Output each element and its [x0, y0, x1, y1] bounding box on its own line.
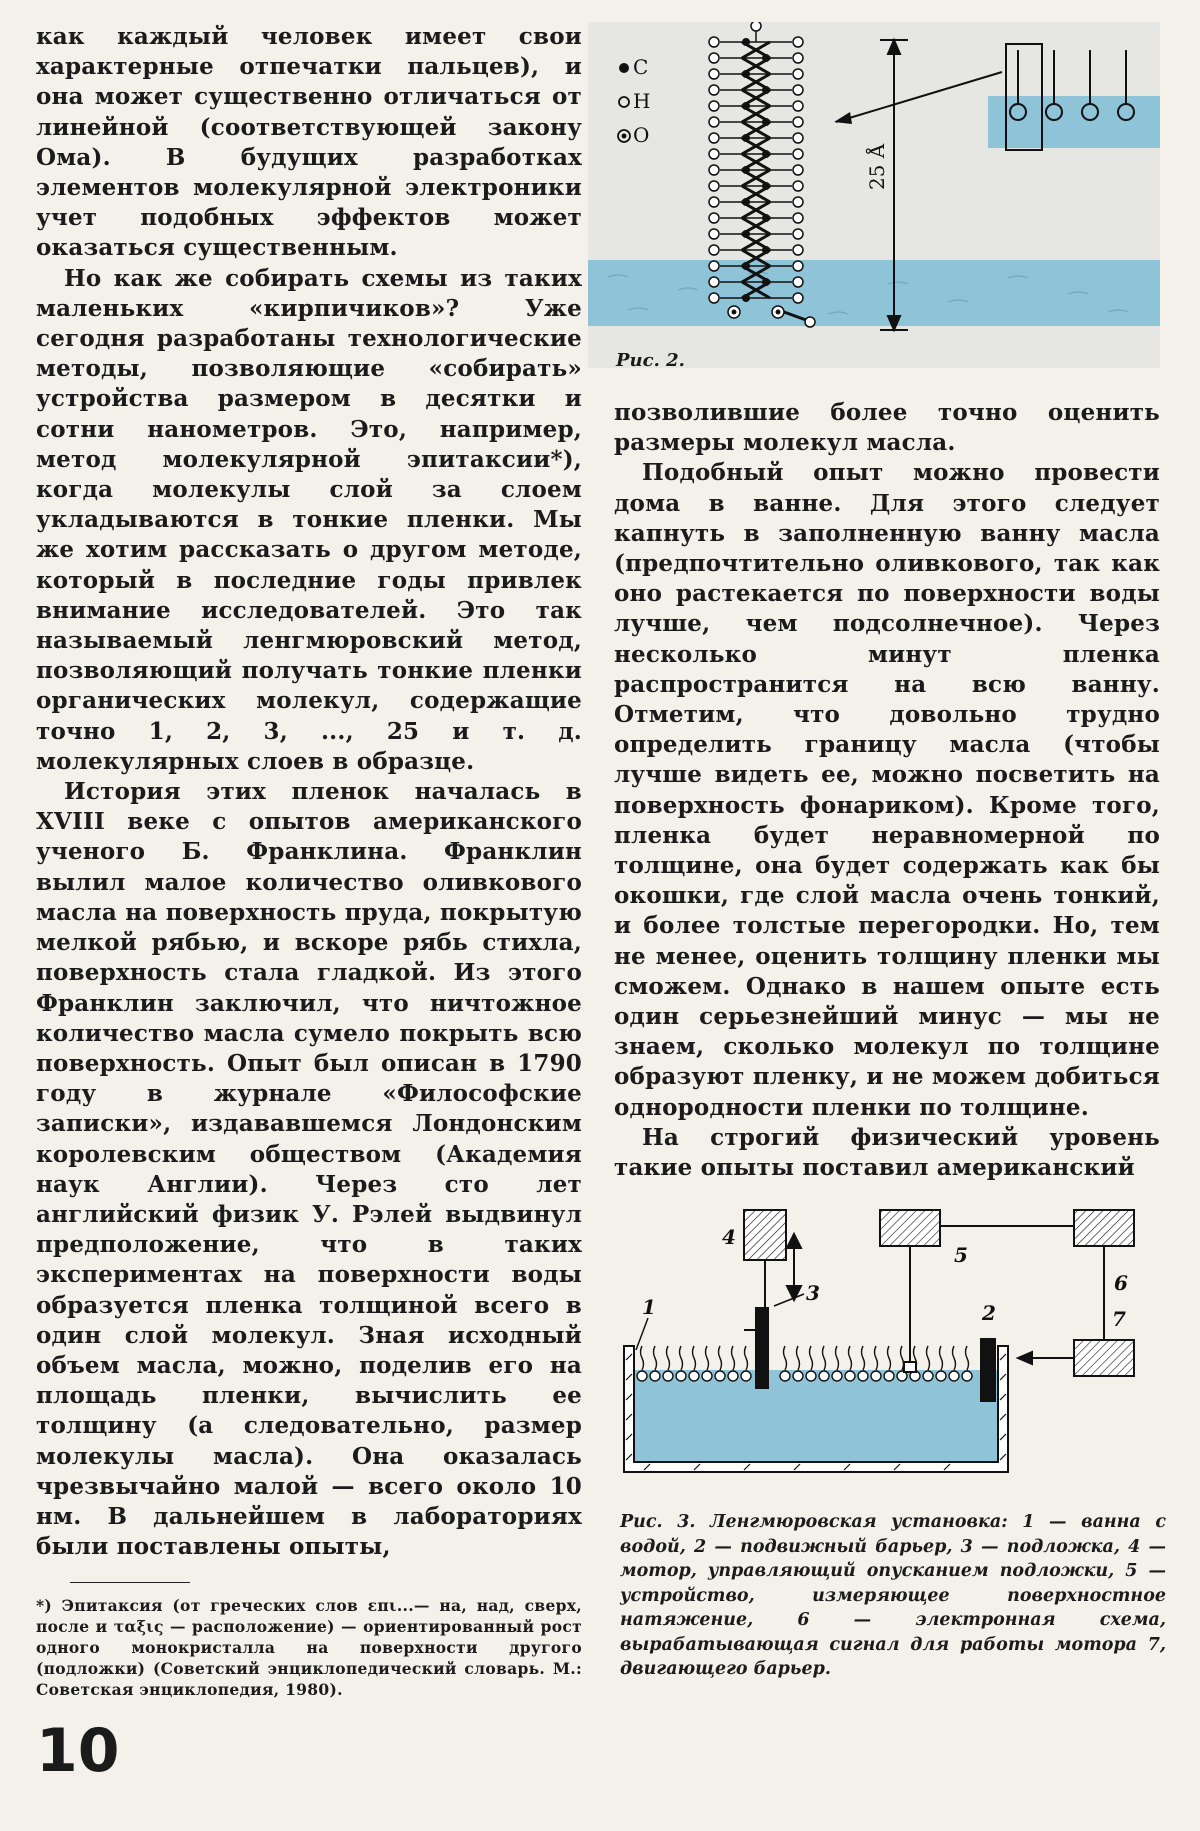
- circuit-box-6: [1074, 1210, 1134, 1246]
- carbon-atom: [742, 102, 750, 110]
- hydrogen-atom: [805, 317, 815, 327]
- carbon-atom: [762, 86, 770, 94]
- carbon-atom: [742, 134, 750, 142]
- hydrogen-atom: [793, 85, 803, 95]
- hydrogen-atom: [709, 117, 719, 127]
- hydrogen-atom: [709, 133, 719, 143]
- molecule-head: [871, 1371, 881, 1381]
- label-7: 7: [1112, 1307, 1126, 1331]
- oxygen-ring-core-icon: [622, 134, 627, 139]
- molecule-head: [936, 1371, 946, 1381]
- carbon-atom: [762, 278, 770, 286]
- hydrogen-atom: [793, 213, 803, 223]
- molecule-head: [715, 1371, 725, 1381]
- motor-box-7: [1074, 1340, 1134, 1376]
- footnote-rule: [70, 1582, 190, 1583]
- hydrogen-atom: [709, 181, 719, 191]
- hydrogen-atom: [793, 133, 803, 143]
- molecule-head: [923, 1371, 933, 1381]
- paragraph-6: На строгий физический уровень такие опыты поставил американский: [614, 1123, 1160, 1182]
- carbon-atom: [762, 150, 770, 158]
- carbon-dot-icon: [619, 63, 629, 73]
- page-number: 10: [36, 1716, 120, 1786]
- hydrogen-atom: [793, 277, 803, 287]
- hydrogen-atom: [709, 37, 719, 47]
- hydrogen-atom: [709, 277, 719, 287]
- oxygen-atom-core: [732, 310, 737, 315]
- hydrogen-atom: [709, 245, 719, 255]
- figure-3-diagram: [614, 1190, 1176, 1490]
- carbon-atom: [742, 166, 750, 174]
- hydrogen-atom: [793, 197, 803, 207]
- carbon-atom: [742, 230, 750, 238]
- carbon-atom: [742, 262, 750, 270]
- water-layer-fig2: [588, 260, 1160, 326]
- molecule-head: [819, 1371, 829, 1381]
- moving-barrier: [980, 1338, 996, 1402]
- molecule-head: [806, 1371, 816, 1381]
- right-column: [614, 398, 1160, 1183]
- molecule-head: [702, 1371, 712, 1381]
- molecule-head: [845, 1371, 855, 1381]
- dimension-label: 25 Å: [865, 143, 889, 190]
- label-5: 5: [954, 1243, 968, 1267]
- hydrogen-atom: [793, 37, 803, 47]
- hydrogen-atom: [709, 197, 719, 207]
- molecule-head: [949, 1371, 959, 1381]
- hydrogen-atom: [709, 165, 719, 175]
- molecule-head: [728, 1371, 738, 1381]
- carbon-atom: [762, 214, 770, 222]
- legend-o: O: [633, 123, 650, 147]
- label-6: 6: [1114, 1271, 1128, 1295]
- carbon-atom: [762, 118, 770, 126]
- hydrogen-atom: [793, 293, 803, 303]
- hydrogen-atom: [709, 293, 719, 303]
- hydrogen-atom: [709, 149, 719, 159]
- hydrogen-atom: [709, 85, 719, 95]
- carbon-atom: [762, 182, 770, 190]
- left-column: [36, 22, 582, 1700]
- figure-3: [614, 1190, 1176, 1490]
- motor-box-4: [744, 1210, 786, 1260]
- footnote: *) Эпитаксия (от греческих слов επι...— на, над, сверх, после и ταξις — расположение) — ориентированный рост одного монокристалла на поверхности другого (подложки) (Советский энциклопедический словарь. М.: Советская энциклопедия, 1980).: [36, 1596, 582, 1700]
- molecule-head: [832, 1371, 842, 1381]
- molecule-head: [689, 1371, 699, 1381]
- figure-2: [588, 22, 1160, 368]
- molecule-head: [858, 1371, 868, 1381]
- hydrogen-atom: [793, 69, 803, 79]
- paragraph-4: позволившие более точно оценить размеры молекул масла.: [614, 399, 1160, 457]
- paragraph-3: История этих пленок началась в XVIII веке с опытов американского ученого Б. Франклина. Франклин вылил малое количество оливкового масла на поверхность пруда, покрытую мелкой рябью, и вскоре рябь стихла, поверхность стала гладкой. Из этого Франклин заключил, что ничтожное количество масла сумело покрыть всю поверхность. Опыт был описан в 1790 году в журнале «Философские записки», издававшемся Лондонским королевским обществом (Академия наук Англии). Через сто лет английский физик У. Рэлей выдвинул предположение, что в таких экспериментах на поверхности воды образуется пленка толщиной всего в один слой молекул. Зная исходный объем масла, можно, поделив его на площадь пленки, вычислить ее толщину (а следовательно, размер молекулы масла). Она оказалась чрезвычайно малой — всего около 10 нм. В дальнейшем в лабораториях были поставлены опыты,: [36, 778, 582, 1561]
- figure-2-caption: Рис. 2.: [616, 350, 685, 371]
- hydrogen-atom: [709, 53, 719, 63]
- hydrogen-atom: [793, 165, 803, 175]
- device-box-5: [880, 1210, 940, 1246]
- hydrogen-atom: [793, 229, 803, 239]
- carbon-atom: [762, 246, 770, 254]
- label-1: 1: [642, 1295, 656, 1319]
- oxygen-atom-core: [776, 310, 781, 315]
- molecule-head: [663, 1371, 673, 1381]
- molecule-head: [637, 1371, 647, 1381]
- hydrogen-atom: [793, 181, 803, 191]
- figure-3-caption: Рис. 3. Ленгмюровская установка: 1 — ванна с водой, 2 — подвижный барьер, 3 — подложка, 4 — мотор, управляющий опусканием подложки, 5 — устройство, измеряющее поверхностное натяжение, 6 — электронная схема, вырабатывающая сигнал для работы мотора 7, двигающего барьер.: [620, 1512, 1166, 1679]
- molecule-head: [962, 1371, 972, 1381]
- molecule-head: [650, 1371, 660, 1381]
- hydrogen-atom: [793, 245, 803, 255]
- molecule-head: [793, 1371, 803, 1381]
- label-3: 3: [806, 1281, 820, 1305]
- carbon-atom: [742, 70, 750, 78]
- legend-c: C: [633, 55, 649, 79]
- hydrogen-atom: [793, 101, 803, 111]
- trough-bath: [624, 1346, 1008, 1472]
- label-2: 2: [982, 1301, 996, 1325]
- paragraph-1: как каждый человек имеет свои характерные отпечатки пальцев), и она может существенно отличаться от линейной (соответствующей закону Ома). В будущих разработках элементов молекулярной электроники учет подобных эффектов может оказаться существенным.: [36, 23, 582, 262]
- figure-2-diagram: [588, 22, 1160, 368]
- label-4: 4: [722, 1225, 736, 1249]
- paragraph-2: Но как же собирать схемы из таких маленьких «кирпичиков»? Уже сегодня разработаны технологические методы, позволяющие «собирать» устройства размером в десятки и сотни нанометров. Это, например, метод молекулярной эпитаксии*), когда молекулы слой за слоем укладываются в тонкие пленки. Мы же хотим рассказать о другом методе, который в последние годы привлек внимание исследователей. Это так называемый ленгмюровский метод, позволяющий получать тонкие пленки органических молекул, содержащие точно 1, 2, 3, ..., 25 и т. д. молекулярных слоев в образце.: [36, 264, 582, 775]
- molecule-head: [676, 1371, 686, 1381]
- molecule-head: [884, 1371, 894, 1381]
- paragraph-5: Подобный опыт можно провести дома в ванне. Для этого следует капнуть в заполненную ванну масла (предпочтительно оливкового, так как оно растекается по поверхности воды лучше, чем подсолнечное). Через несколько минут пленка распространится на всю ванну. Отметим, что довольно трудно определить границу масла (чтобы лучше видеть ее, можно посветить на поверхность фонариком). Кроме того, пленка будет неравномерной по толщине, она будет содержать как бы окошки, где слой масла очень тонкий, и более толстые перегородки. Но, тем не менее, оценить толщину пленки мы сможем. Однако в нашем опыте есть один серьезнейший минус — мы не знаем, сколько молекул по толщине образуют пленку, и не можем добиться однородности пленки по толщине.: [614, 459, 1160, 1121]
- hydrogen-atom: [751, 22, 761, 31]
- hydrogen-atom: [793, 149, 803, 159]
- hydrogen-atom: [709, 261, 719, 271]
- hydrogen-atom: [793, 261, 803, 271]
- molecule-head: [741, 1371, 751, 1381]
- carbon-atom: [762, 54, 770, 62]
- molecule-head: [780, 1371, 790, 1381]
- leader-lines: [636, 1294, 804, 1350]
- hydrogen-atom: [709, 69, 719, 79]
- carbon-atom: [742, 38, 750, 46]
- carbon-atom: [742, 198, 750, 206]
- hydrogen-atom: [793, 117, 803, 127]
- legend-h: H: [633, 89, 651, 113]
- hydrogen-atom: [793, 53, 803, 63]
- hydrogen-atom: [709, 229, 719, 239]
- hydrogen-atom: [709, 101, 719, 111]
- carbon-atom: [742, 294, 750, 302]
- hydrogen-atom: [709, 213, 719, 223]
